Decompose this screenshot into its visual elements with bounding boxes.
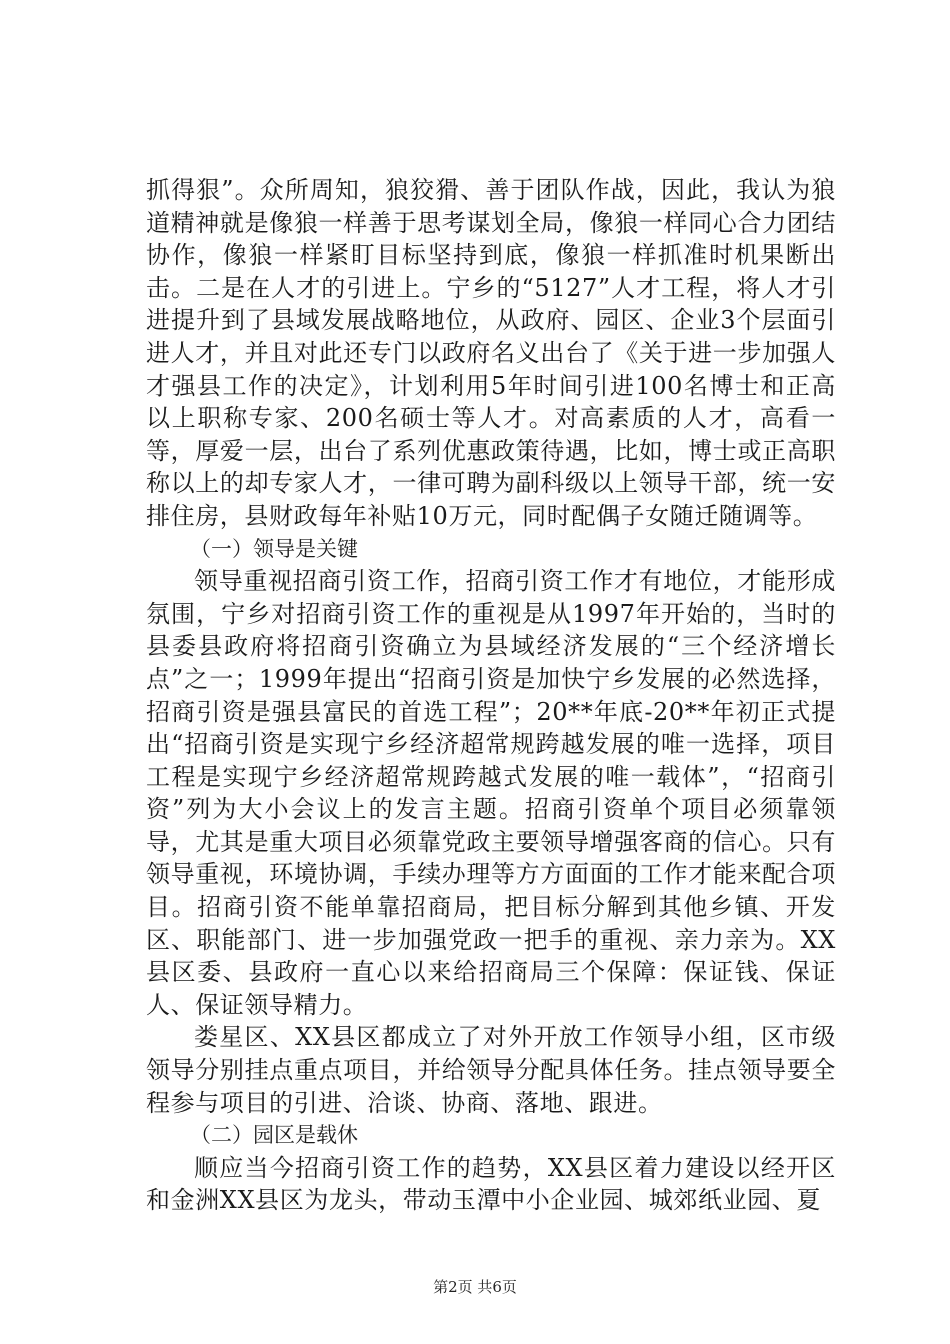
document-body xyxy=(146,174,836,1217)
section-heading-leadership: （一）领导是关键 xyxy=(190,536,358,561)
paragraph-leadership-groups: 娄星区、XX县区都成立了对外开放工作领导小组，区市级领导分别挂点重点项目，并给领导分配具体任务。挂点领导要全程参与项目的引进、洽谈、协商、落地、跟进。 xyxy=(146,1023,836,1117)
paragraph-leadership: 领导重视招商引资工作，招商引资工作才有地位，才能形成氛围，宁乡对招商引资工作的重视是从1997年开始的，当时的县委县政府将招商引资确立为县域经济发展的“三个经济增长点”之一；1999年提出“招商引资是加快宁乡发展的必然选择，招商引资是强县富民的首选工程”；20**年底-20**年初正式提出“招商引资是实现宁乡经济超常规跨越发展的唯一选择，项目工程是实现宁乡经济超常规跨越式发展的唯一载体”，“招商引资”列为大小会议上的发言主题。招商引资单个项目必须靠领导，尤其是重大项目必须靠党政主要领导增强客商的信心。只有领导重视，环境协调，手续办理等方方面面的工作才能来配合项目。招商引资不能单靠招商局，把目标分解到其他乡镇、开发区、职能部门、进一步加强党政一把手的重视、亲力亲为。XX县区委、县政府一直心以来给招商局三个保障：保证钱、保证人、保证领导精力。 xyxy=(146,567,836,1019)
section-heading-parks: （二）园区是载休 xyxy=(190,1123,358,1148)
paragraph-parks: 顺应当今招商引资工作的趋势，XX县区着力建设以经开区和金洲XX县区为龙头，带动玉潭中小企业园、城郊纸业园、夏 xyxy=(146,1153,836,1215)
paragraph-continuation: 抓得狠”。众所周知，狼狡猾、善于团队作战，因此，我认为狼道精神就是像狼一样善于思考谋划全局，像狼一样同心合力团结协作，像狼一样紧盯目标坚持到底，像狼一样抓准时机果断出击。二是在人才的引进上。宁乡的“5127”人才工程，将人才引进提升到了县域发展战略地位，从政府、园区、企业3个层面引进人才，并且对此还专门以政府名义出台了《关于进一步加强人才强县工作的决定》，计划利用5年时间引进100名博士和正高以上职称专家、200名硕士等人才。对高素质的人才，高看一等，厚爱一层，出台了系列优惠政策待遇，比如，博士或正高职称以上的却专家人才，一律可聘为副科级以上领导干部，统一安排住房，县财政每年补贴10万元，同时配偶子女随迁随调等。 xyxy=(146,176,836,530)
page-number-footer: 第2页 共6页 xyxy=(433,1278,517,1296)
